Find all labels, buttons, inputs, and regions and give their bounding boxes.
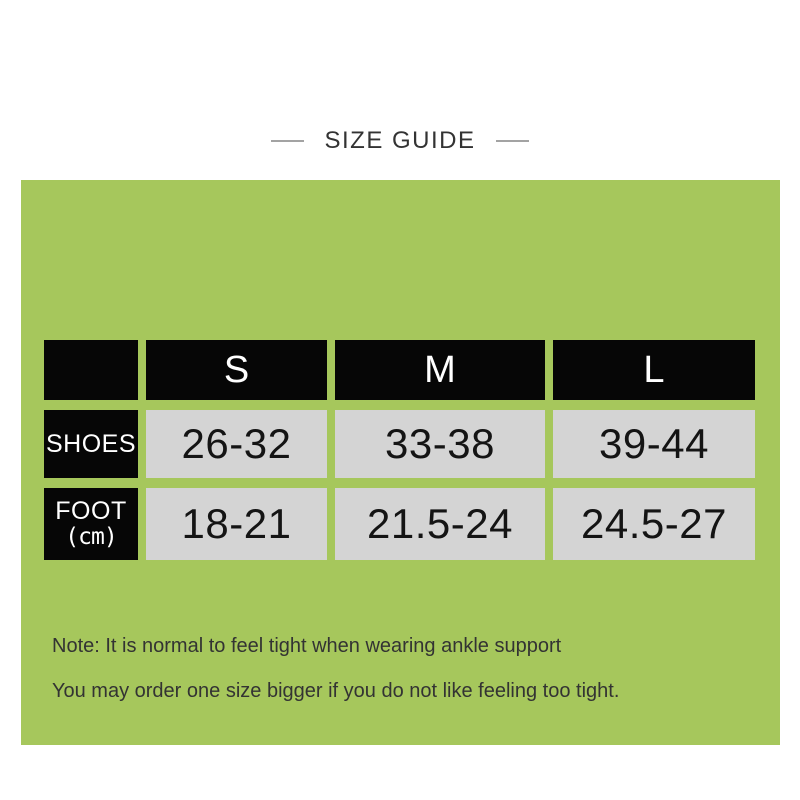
- column-header-m: M: [335, 340, 545, 400]
- title-section: [0, 127, 800, 156]
- foot-label-text: FOOT: [55, 497, 127, 526]
- size-table: [44, 340, 755, 560]
- note-line-1: Note: It is normal to feel tight when wearing ankle support: [52, 635, 562, 657]
- foot-unit-text: (cm): [65, 524, 117, 551]
- foot-size-s-cell: 18-21: [146, 488, 327, 560]
- note-line-2: You may order one size bigger if you do not like feeling too tight.: [52, 680, 620, 702]
- size-guide-panel: [21, 180, 780, 745]
- shoes-size-m-cell: 33-38: [335, 410, 545, 478]
- table-corner-cell: [44, 340, 138, 400]
- foot-size-l-cell: 24.5-27: [553, 488, 755, 560]
- title-dash-left: [271, 140, 304, 142]
- title-dash-right: [496, 140, 529, 142]
- shoes-size-l-cell: 39-44: [553, 410, 755, 478]
- foot-size-m-cell: 21.5-24: [335, 488, 545, 560]
- row-label-foot: [44, 488, 138, 560]
- page-title: SIZE GUIDE: [324, 127, 476, 154]
- column-header-l: L: [553, 340, 755, 400]
- row-label-shoes: SHOES: [44, 410, 138, 478]
- column-header-s: S: [146, 340, 327, 400]
- shoes-size-s-cell: 26-32: [146, 410, 327, 478]
